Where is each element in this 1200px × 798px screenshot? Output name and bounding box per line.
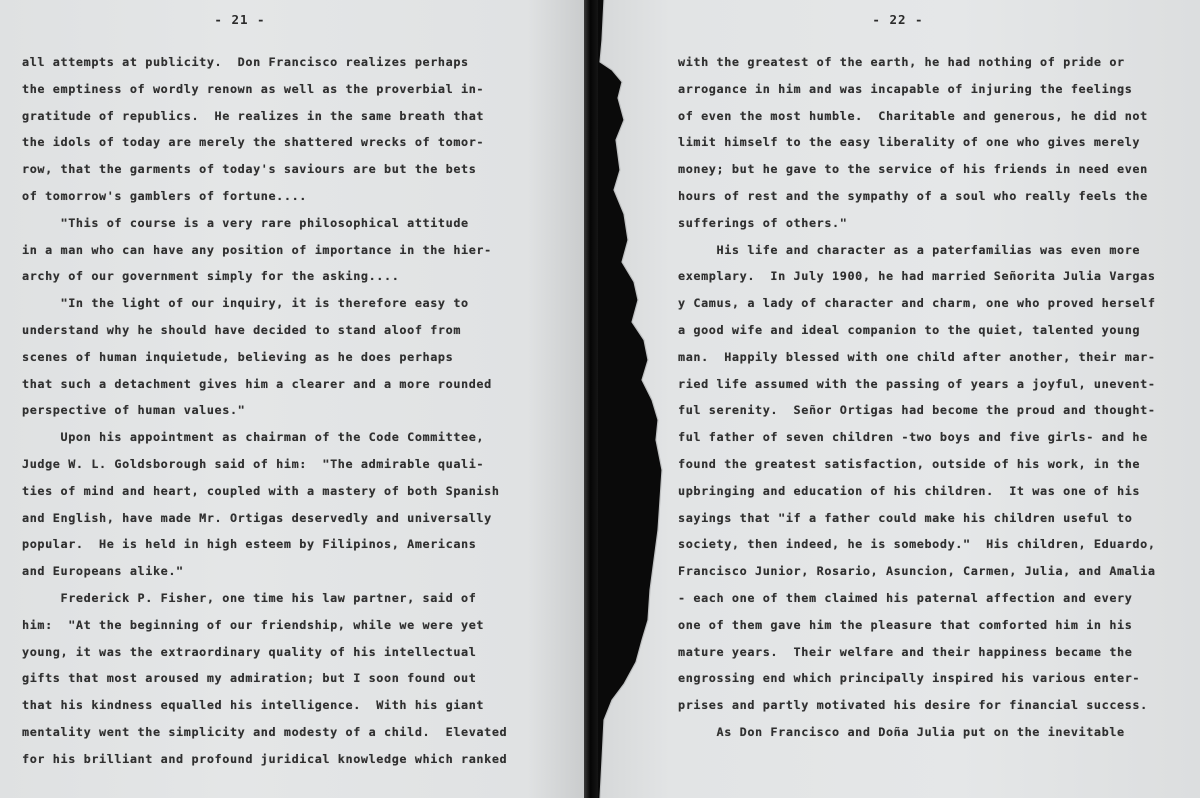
text-line: prises and partly motivated his desire for financial success. [678,698,1148,713]
text-line: As Don Francisco and Doña Julia put on the inevitable [678,725,1125,739]
text-line: engrossing end which principally inspired his various enter- [678,671,1141,686]
text-line: upbringing and education of his children. It was one of his [678,483,1141,498]
text-line: scenes of human inquietude, believing as he does perhaps [22,349,454,364]
left-page [0,0,586,798]
text-line: in a man who can have any position of importance in the hier- [22,242,492,257]
text-line: His life and character as a paterfamilias was even more [678,242,1141,257]
text-line: row, that the garments of today's saviours are but the bets [22,162,477,177]
text-line: of even the most humble. Charitable and generous, he did not [678,108,1148,123]
text-line: gratitude of republics. He realizes in the same breath that [22,108,485,123]
text-line: for his brilliant and profound juridical knowledge which ranked [22,751,508,766]
text-line: sayings that "if a father could make his children useful to [678,510,1133,525]
text-line: that his kindness equalled his intelligence. With his giant [22,698,485,713]
text-line: one of them gave him the pleasure that comforted him in his [678,617,1133,632]
text-line: ful serenity. Señor Ortigas had become the proud and thought- [678,403,1156,418]
text-line: sufferings of others." [678,215,848,230]
text-line: "In the light of our inquiry, it is therefore easy to [22,296,469,311]
text-line: - each one of them claimed his paternal affection and every [678,591,1133,605]
text-line: and Europeans alike." [22,564,184,579]
text-line: limit himself to the easy liberality of one who gives merely [678,135,1141,150]
text-line: Upon his appointment as chairman of the Code Committee, [22,430,485,445]
text-line: y Camus, a lady of character and charm, one who proved herself [678,296,1156,311]
text-line: man. Happily blessed with one child after another, their mar- [678,349,1156,364]
text-line: Judge W. L. Goldsborough said of him: "The admirable quali- [22,457,485,471]
text-line: ful father of seven children -two boys and five girls- and he [678,430,1148,445]
text-line: hours of rest and the sympathy of a soul who really feels the [678,189,1148,203]
text-line: found the greatest satisfaction, outside of his work, in the [678,457,1141,471]
text-line: perspective of human values." [22,403,246,418]
text-line: that such a detachment gives him a clearer and a more rounded [22,376,492,391]
text-line: mentality went the simplicity and modesty of a child. Elevated [22,725,508,739]
text-line: young, it was the extraordinary quality of his intellectual [22,644,477,659]
text-line: "This of course is a very rare philosophical attitude [22,215,469,230]
text-line: mature years. Their welfare and their happiness became the [678,644,1133,659]
text-line: gifts that most aroused my admiration; but I soon found out [22,671,477,686]
text-line: ties of mind and heart, coupled with a mastery of both Spanish [22,483,500,498]
text-line: the emptiness of wordly renown as well as the proverbial in- [22,81,485,96]
text-line: exemplary. In July 1900, he had married Señorita Julia Vargas [678,269,1156,284]
right-page [598,0,1200,798]
text-line: popular. He is held in high esteem by Filipinos, Americans [22,537,477,552]
text-line: arrogance in him and was incapable of injuring the feelings [678,81,1133,96]
text-line: a good wife and ideal companion to the quiet, talented young [678,323,1141,337]
text-line: of tomorrow's gamblers of fortune.... [22,189,307,203]
text-line: him: "At the beginning of our friendship, while we were yet [22,617,485,632]
page-number: - 22 - [872,12,924,27]
text-line: Frederick P. Fisher, one time his law partner, said of [22,591,477,605]
text-line: money; but he gave to the service of his friends in need even [678,162,1148,177]
page-number: - 21 - [214,12,266,27]
text-line: and English, have made Mr. Ortigas deservedly and universally [22,510,492,525]
text-line: with the greatest of the earth, he had nothing of pride or [678,55,1125,69]
text-line: society, then indeed, he is somebody." His children, Eduardo, [678,537,1156,552]
text-line: Francisco Junior, Rosario, Asuncion, Carmen, Julia, and Amalia [678,564,1156,579]
text-line: the idols of today are merely the shattered wrecks of tomor- [22,135,485,150]
text-line: all attempts at publicity. Don Francisco realizes perhaps [22,55,469,69]
text-line: understand why he should have decided to stand aloof from [22,323,462,337]
text-line: archy of our government simply for the asking.... [22,269,400,284]
text-line: ried life assumed with the passing of years a joyful, unevent- [678,376,1156,391]
